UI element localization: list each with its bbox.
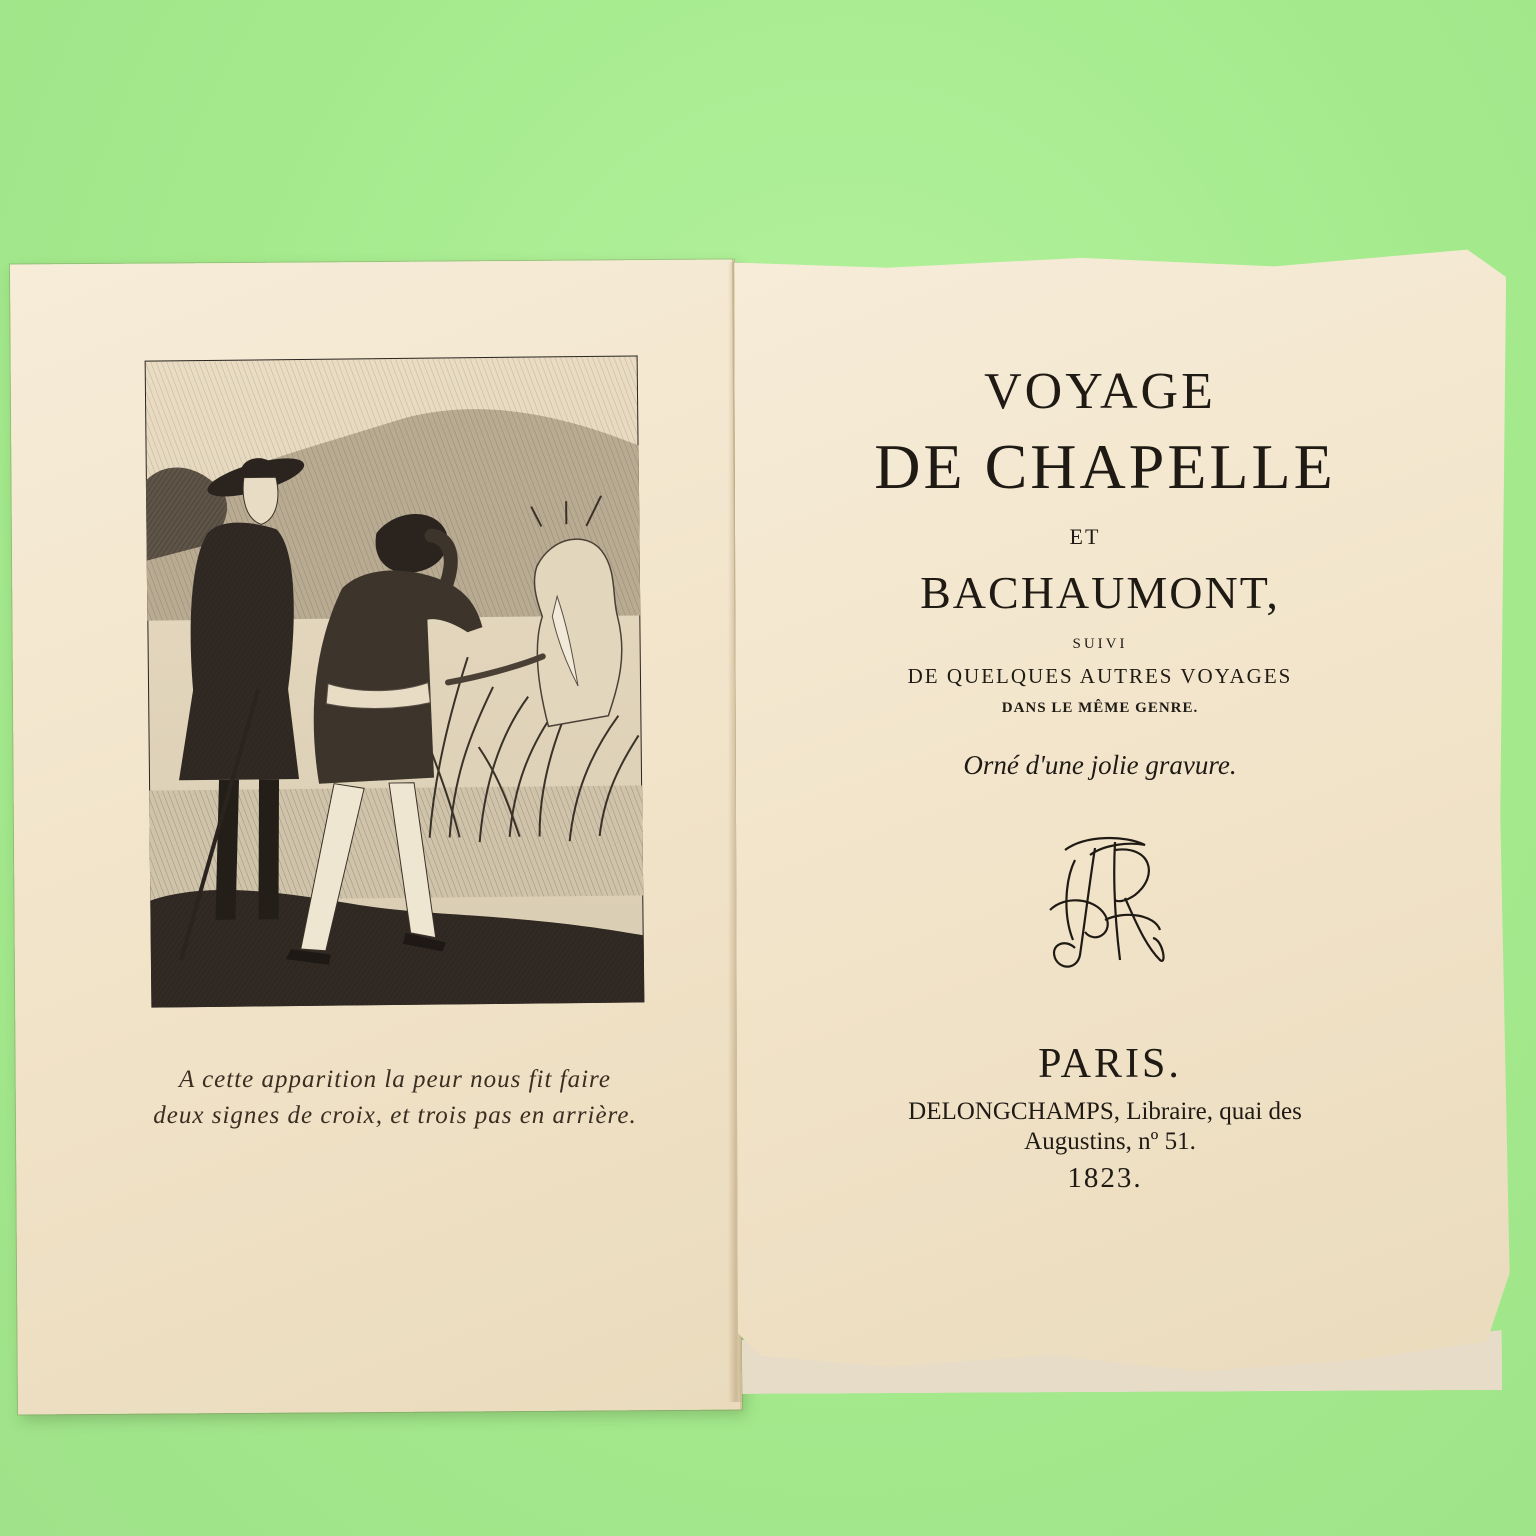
subtitle-suivi: SUIVI — [1072, 636, 1128, 652]
monogram-icon — [1035, 820, 1175, 980]
imprint-year: 1823. — [1067, 1162, 1143, 1194]
imprint-publisher: DELONGCHAMPS, Libraire, quai des — [908, 1098, 1302, 1125]
imprint-address: Augustins, nº 51. — [1024, 1128, 1196, 1155]
title-de-chapelle: DE CHAPELLE — [874, 431, 1336, 502]
imprint-city: PARIS. — [1038, 1041, 1182, 1087]
title-et: ET — [1069, 524, 1101, 549]
caption-line-1: A cette apparition la peur nous fit faire — [179, 1066, 611, 1093]
subtitle-quelques-voyages: DE QUELQUES AUTRES VOYAGES — [907, 664, 1293, 688]
title-voyage: VOYAGE — [984, 363, 1216, 420]
engraving-caption — [135, 1062, 655, 1134]
orne-gravure: Orné d'une jolie gravure. — [963, 750, 1237, 780]
subtitle-meme-genre: DANS LE MÊME GENRE. — [1001, 700, 1199, 716]
caption-line-2: deux signes de croix, et trois pas en arrière. — [153, 1102, 637, 1129]
engraved-illustration — [145, 355, 645, 1007]
title-bachaumont: BACHAUMONT, — [920, 567, 1280, 618]
